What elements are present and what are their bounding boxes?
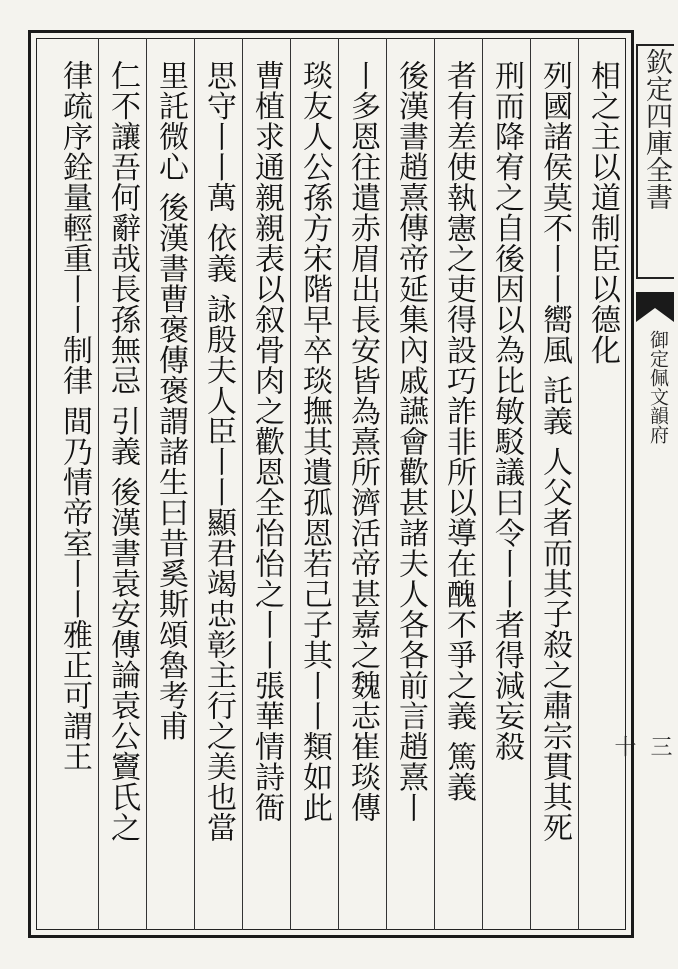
text-column: 列國諸侯莫不丨丨嚮風 託義 人父者而其子殺之肅宗貫其死: [530, 38, 578, 930]
fishtail-mark-icon: [636, 292, 674, 322]
text-column: 律疏序銓量輕重丨丨制律 間乃情帝室丨丨雅正可謂王: [57, 60, 92, 772]
text-column: 相之主以道制臣以德化: [578, 38, 626, 930]
text-column: 琰友人公孫方宋階早卒琰撫其遺孤恩若己子其丨丨類如此: [290, 38, 338, 930]
text-column: 思守丨丨萬 依義 詠殷夫人臣丨丨顯君竭忠彰主行之美也當: [194, 38, 242, 930]
text-column: 者有差使執憲之吏得設巧詐非所以導在醜不爭之義 篤義: [434, 38, 482, 930]
text-column: 後漢書趙熹傳帝延集內戚讌會歡甚諸夫人各各前言趙熹丨: [386, 38, 434, 930]
book-title: 欽定四庫全書: [641, 48, 672, 210]
page-number: 三十: [611, 735, 672, 757]
text-column: 仁不讓吾何辭哉長孫無忌 引義 後漢書袁安傳論袁公竇氏之: [98, 38, 146, 930]
book-subtitle: 御定佩文韻府: [647, 330, 669, 444]
text-body: [36, 38, 626, 930]
text-column: 曹植求通親親表以叙骨肉之歡恩全怡怡之丨丨張華情詩衙: [242, 38, 290, 930]
text-column: 丨多恩往遣赤眉出長安皆為熹所濟活帝甚嘉之魏志崔琰傳: [338, 38, 386, 930]
text-column: 里託微心 後漢書曹褒傳褒謂諸生曰昔奚斯頌魯考甫: [146, 38, 194, 930]
text-column: 刑而降宥之自後因以為比敏駁議曰令丨丨者得減妄殺: [482, 38, 530, 930]
